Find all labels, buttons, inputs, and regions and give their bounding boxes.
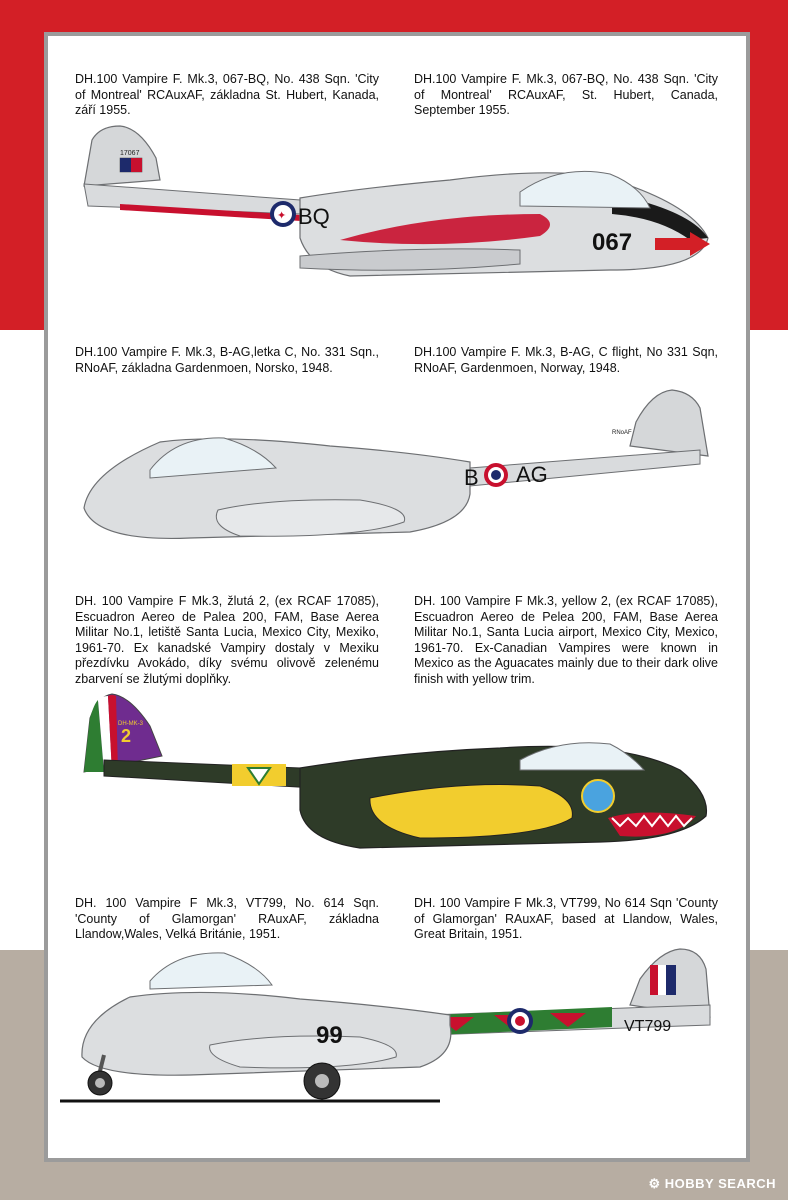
- svg-text:DH-MK-3: DH-MK-3: [118, 721, 143, 727]
- aircraft-profile-raf-vt799: [0, 945, 788, 1105]
- caption-4-en: DH. 100 Vampire F Mk.3, VT799, No 614 Sqn 'County of Glamorgan' RAuxAF, based at Llandow, Wales, Great Britain, 1951.: [414, 896, 718, 941]
- svg-text:2: 2: [121, 726, 132, 746]
- aircraft-profile-rcaf-067: [0, 118, 788, 293]
- caption-4-cz: DH. 100 Vampire F Mk.3, VT799, No. 614 Sqn. 'County of Glamorgan' RAuxAF, základna Llandow,Wales, Velká Británie, 1951.: [75, 896, 379, 941]
- caption-2-cz: DH.100 Vampire F. Mk.3, B-AG,letka C, No. 331 Sqn., RNoAF, základna Gardenmoen, Norsko, 1948.: [75, 345, 379, 375]
- svg-text:99: 99: [316, 1022, 343, 1049]
- caption-3-cz: DH. 100 Vampire F Mk.3, žlutá 2, (ex RCAF 17085), Escuadron Aereo de Palea 200, FAM, Base Aerea Militar No.1, letiště Santa Lucia, Mexico City, Mexiko, 1961-70. Ex kanadské Vampiry dostaly v Mexiku přezdívku Avokádo, díky svému olivově zelenému zbarvení se žlutými doplňky.: [75, 594, 379, 686]
- svg-text:BQ: BQ: [298, 204, 330, 229]
- svg-text:067: 067: [592, 229, 633, 256]
- svg-text:✦: ✦: [277, 209, 287, 222]
- caption-1-cz: DH.100 Vampire F. Mk.3, 067-BQ, No. 438 Sqn. 'City of Montreal' RCAuxAF, základna St. Hubert, Kanada, září 1955.: [75, 72, 379, 117]
- svg-text:RNoAF: RNoAF: [612, 430, 632, 436]
- caption-2-en: DH.100 Vampire F. Mk.3, B-AG, C flight, No 331 Sqn, RNoAF, Gardenmoen, Norway, 1948.: [414, 345, 718, 375]
- svg-text:AG: AG: [516, 462, 548, 487]
- svg-text:B: B: [464, 465, 479, 490]
- svg-text:17067: 17067: [120, 150, 140, 157]
- aircraft-profile-rnoaf-b-ag: [0, 382, 788, 552]
- hobbysearch-logo-icon: ⚙: [648, 1176, 665, 1191]
- svg-text:VT799: VT799: [624, 1018, 672, 1035]
- caption-3-en: DH. 100 Vampire F Mk.3, yellow 2, (ex RCAF 17085), Escuadron Aereo de Pelea 200, FAM, Base Aerea Militar No.1, Santa Lucia airport, Mexico City, Mexico, 1961-70. Ex-Canadian Vampires were known in Mexico as the Aguacates mainly due to their dark olive finish with yellow trim.: [414, 594, 718, 686]
- hobbysearch-watermark: ⚙ HOBBY SEARCH: [648, 1176, 776, 1191]
- caption-1-en: DH.100 Vampire F. Mk.3, 067-BQ, No. 438 Sqn. 'City of Montreal' RCAuxAF, St. Hubert, Canada, September 1955.: [414, 72, 718, 117]
- aircraft-profile-fam-yellow-2: [0, 690, 788, 865]
